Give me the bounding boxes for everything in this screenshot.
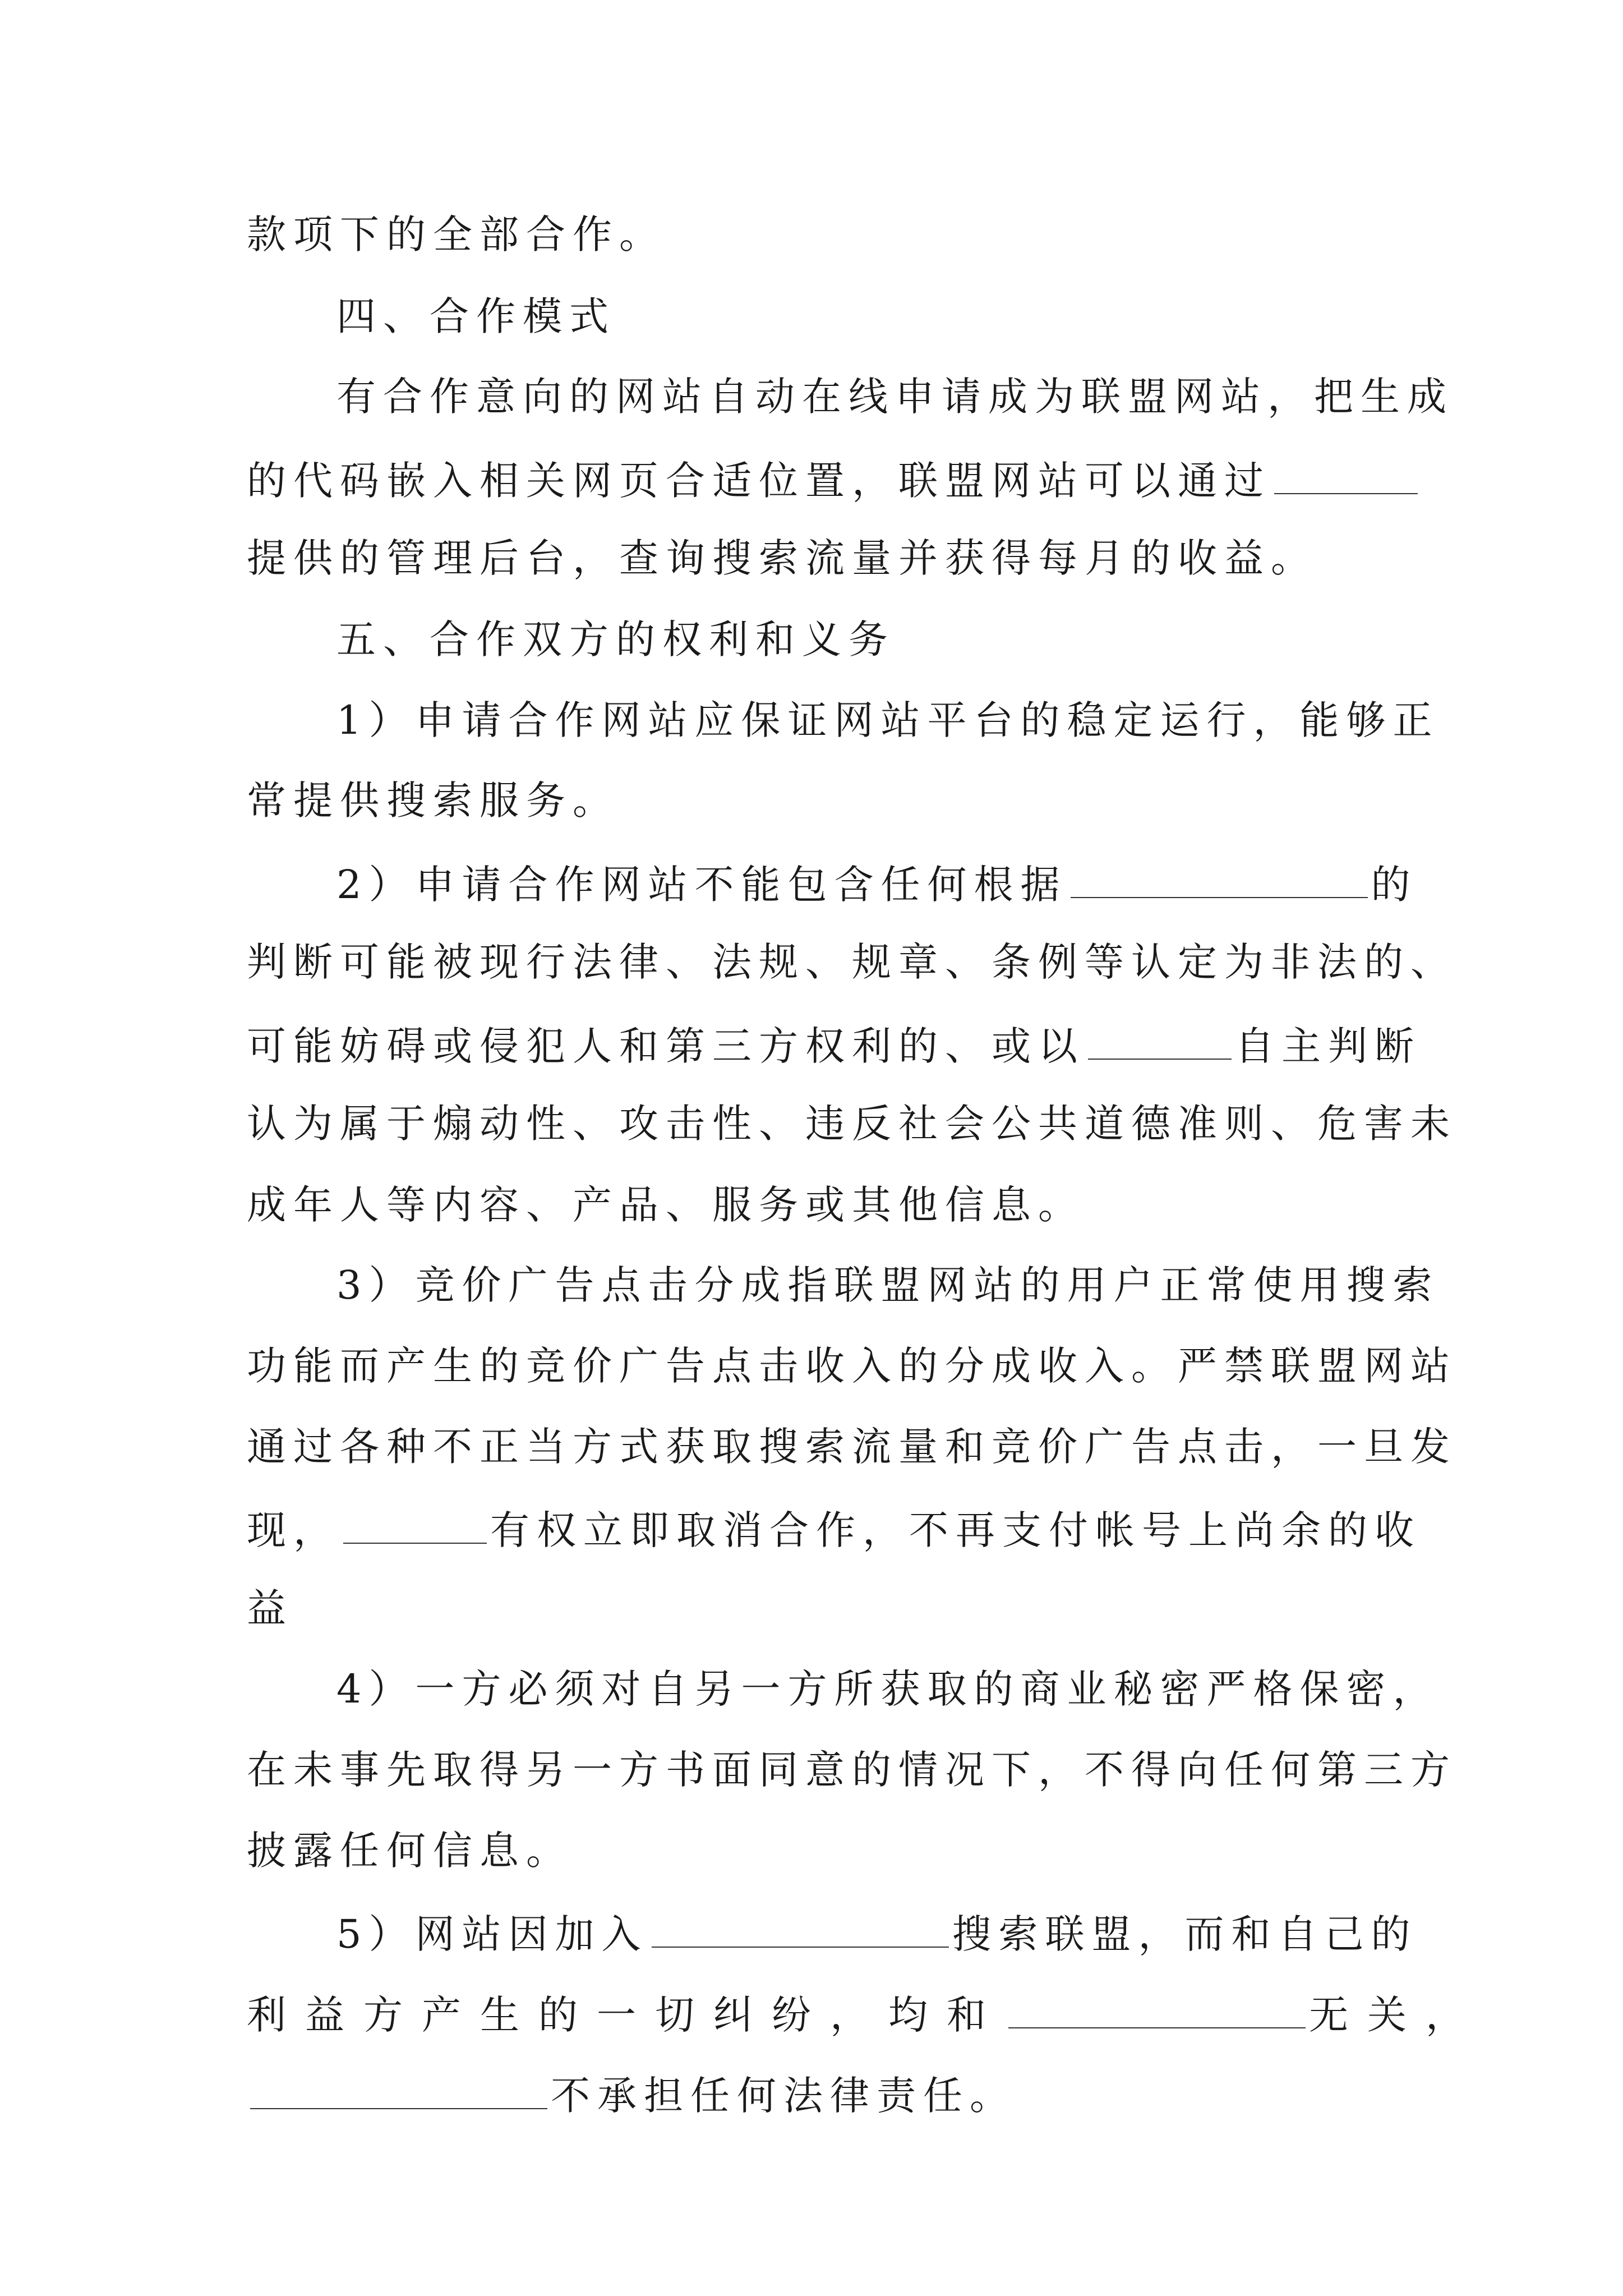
fill-in-blank[interactable] xyxy=(1088,1024,1232,1060)
paragraph-line xyxy=(247,1585,293,1631)
text-run: 现， xyxy=(247,1507,340,1553)
paragraph-line xyxy=(247,1992,1484,2038)
text-run: 不承担任何法律责任。 xyxy=(551,2073,1016,2119)
text-run: 可能妨碍或侵犯人和第三方权利的、或以 xyxy=(247,1023,1085,1069)
text-run: 的 xyxy=(1371,862,1418,908)
fill-in-blank[interactable] xyxy=(1071,862,1368,898)
paragraph-line xyxy=(247,1023,1421,1069)
text-run: 通过各种不正当方式获取搜索流量和竞价广告点击，一旦发 xyxy=(247,1424,1457,1470)
paragraph-line xyxy=(247,1424,1457,1470)
text-run: 认为属于煽动性、攻击性、违反社会公共道德准则、危害未 xyxy=(247,1101,1457,1147)
paragraph-line xyxy=(247,2073,1016,2119)
paragraph-line xyxy=(247,939,1457,985)
text-run: 五、合作双方的权利和义务 xyxy=(336,616,895,662)
fill-in-blank[interactable] xyxy=(1008,1993,1306,2028)
paragraph-line xyxy=(336,1262,1440,1308)
paragraph-line xyxy=(247,211,666,257)
paragraph-line xyxy=(336,862,1418,908)
fill-in-blank[interactable] xyxy=(1274,458,1418,494)
text-run: 益 xyxy=(247,1585,293,1631)
paragraph-line xyxy=(247,535,1317,581)
paragraph-line xyxy=(247,458,1421,504)
paragraph-line xyxy=(247,1828,573,1874)
text-run: 2）申请合作网站不能包含任何根据 xyxy=(336,862,1067,908)
paragraph-line xyxy=(247,1507,1421,1553)
text-run: 在未事先取得另一方书面同意的情况下，不得向任何第三方 xyxy=(247,1747,1457,1793)
text-run: 有权立即取消合作，不再支付帐号上尚余的收 xyxy=(490,1507,1421,1553)
text-run: 款项下的全部合作。 xyxy=(247,211,666,257)
text-run: 的代码嵌入相关网页合适位置，联盟网站可以通过 xyxy=(247,458,1271,504)
section-heading-cooperation-mode xyxy=(336,293,616,339)
paragraph-line xyxy=(247,1747,1457,1793)
text-run: 5）网站因加入 xyxy=(336,1911,648,1957)
paragraph-line xyxy=(336,1911,1418,1957)
text-run: 提供的管理后台，查询搜索流量并获得每月的收益。 xyxy=(247,535,1317,581)
text-run: 成年人等内容、产品、服务或其他信息。 xyxy=(247,1182,1085,1228)
paragraph-line xyxy=(247,777,619,823)
section-heading-rights-obligations xyxy=(336,616,895,662)
text-run: 无关， xyxy=(1309,1992,1484,2038)
fill-in-blank[interactable] xyxy=(343,1508,487,1544)
text-run: 利益方产生的一切纠纷，均和 xyxy=(247,1992,1005,2038)
text-run: 判断可能被现行法律、法规、规章、条例等认定为非法的、 xyxy=(247,939,1457,985)
text-run: 披露任何信息。 xyxy=(247,1828,573,1874)
text-run: 四、合作模式 xyxy=(336,293,616,339)
text-run: 有合作意向的网站自动在线申请成为联盟网站，把生成 xyxy=(336,374,1454,420)
text-run: 搜索联盟，而和自己的 xyxy=(952,1911,1418,1957)
text-run: 功能而产生的竞价广告点击收入的分成收入。严禁联盟网站 xyxy=(247,1343,1457,1389)
fill-in-blank[interactable] xyxy=(250,2073,547,2109)
paragraph-line xyxy=(336,374,1454,420)
text-run: 4）一方必须对自另一方所获取的商业秘密严格保密， xyxy=(336,1666,1440,1712)
paragraph-line xyxy=(336,1666,1440,1712)
paragraph-line xyxy=(336,697,1440,743)
text-run: 自主判断 xyxy=(1235,1023,1421,1069)
paragraph-line xyxy=(247,1101,1457,1147)
text-run: 1）申请合作网站应保证网站平台的稳定运行，能够正 xyxy=(336,697,1440,743)
fill-in-blank[interactable] xyxy=(652,1912,949,1948)
paragraph-line xyxy=(247,1343,1457,1389)
text-run: 常提供搜索服务。 xyxy=(247,777,619,823)
paragraph-line xyxy=(247,1182,1085,1228)
text-run: 3）竞价广告点击分成指联盟网站的用户正常使用搜索 xyxy=(336,1262,1440,1308)
